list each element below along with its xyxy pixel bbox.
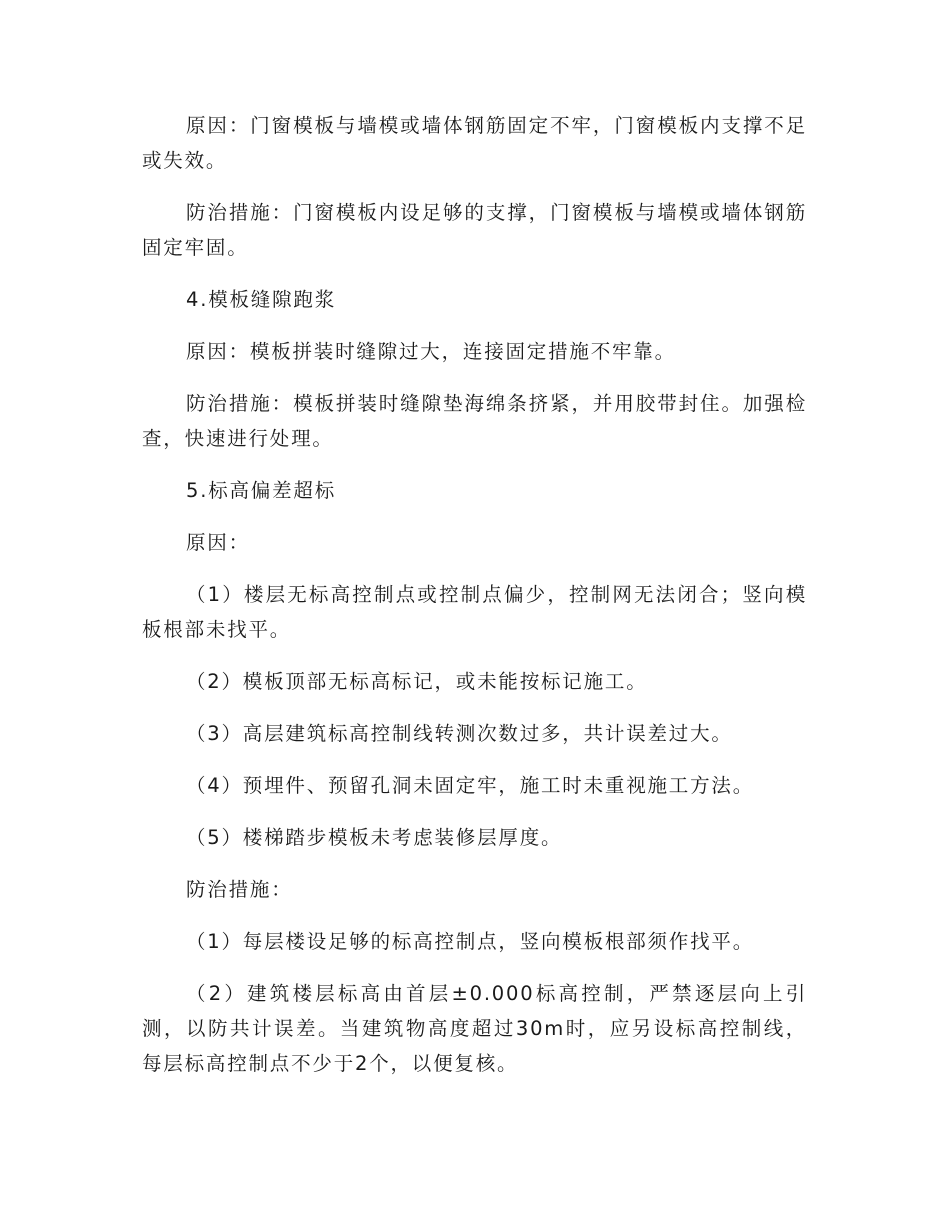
paragraph-prevention-label: 防治措施： <box>186 878 293 901</box>
list-item-cause-4: （4）预埋件、预留孔洞未固定牢，施工时未重视施工方法。 <box>186 774 755 797</box>
list-item-cause-1: （1）楼层无标高控制点或控制点偏少，控制网无法闭合；竖向模板根部未找平。 <box>142 583 807 641</box>
list-item-prevention-2: （2）建筑楼层标高由首层±0.000标高控制，严禁逐层向上引测，以防共计误差。当建筑物高度超过30m时，应另设标高控制线，每层标高控制点不少于2个，以便复核。 <box>142 982 807 1075</box>
list-item-cause-2: （2）模板顶部无标高标记，或未能按标记施工。 <box>186 670 648 693</box>
list-item-cause-5: （5）楼梯踏步模板未考虑装修层厚度。 <box>186 826 563 849</box>
list-item-cause-3: （3）高层建筑标高控制线转测次数过多，共计误差过大。 <box>186 722 733 745</box>
section-heading-5: 5.标高偏差超标 <box>186 479 337 502</box>
paragraph-cause-gap-leak: 原因：模板拼装时缝隙过大，连接固定措施不牢靠。 <box>186 340 676 363</box>
section-heading-4: 4.模板缝隙跑浆 <box>186 288 337 311</box>
paragraph-cause-door-window: 原因：门窗模板与墙模或墙体钢筋固定不牢，门窗模板内支撑不足或失效。 <box>142 114 807 172</box>
document-body <box>142 108 807 1081</box>
paragraph-prevention-gap-leak: 防治措施：模板拼装时缝隙垫海绵条挤紧，并用胶带封住。加强检查，快速进行处理。 <box>142 392 807 450</box>
paragraph-cause-label: 原因： <box>186 531 250 554</box>
paragraph-prevention-door-window: 防治措施：门窗模板内设足够的支撑，门窗模板与墙模或墙体钢筋固定牢固。 <box>142 201 807 259</box>
list-item-prevention-1: （1）每层楼设足够的标高控制点，竖向模板根部须作找平。 <box>186 930 755 953</box>
